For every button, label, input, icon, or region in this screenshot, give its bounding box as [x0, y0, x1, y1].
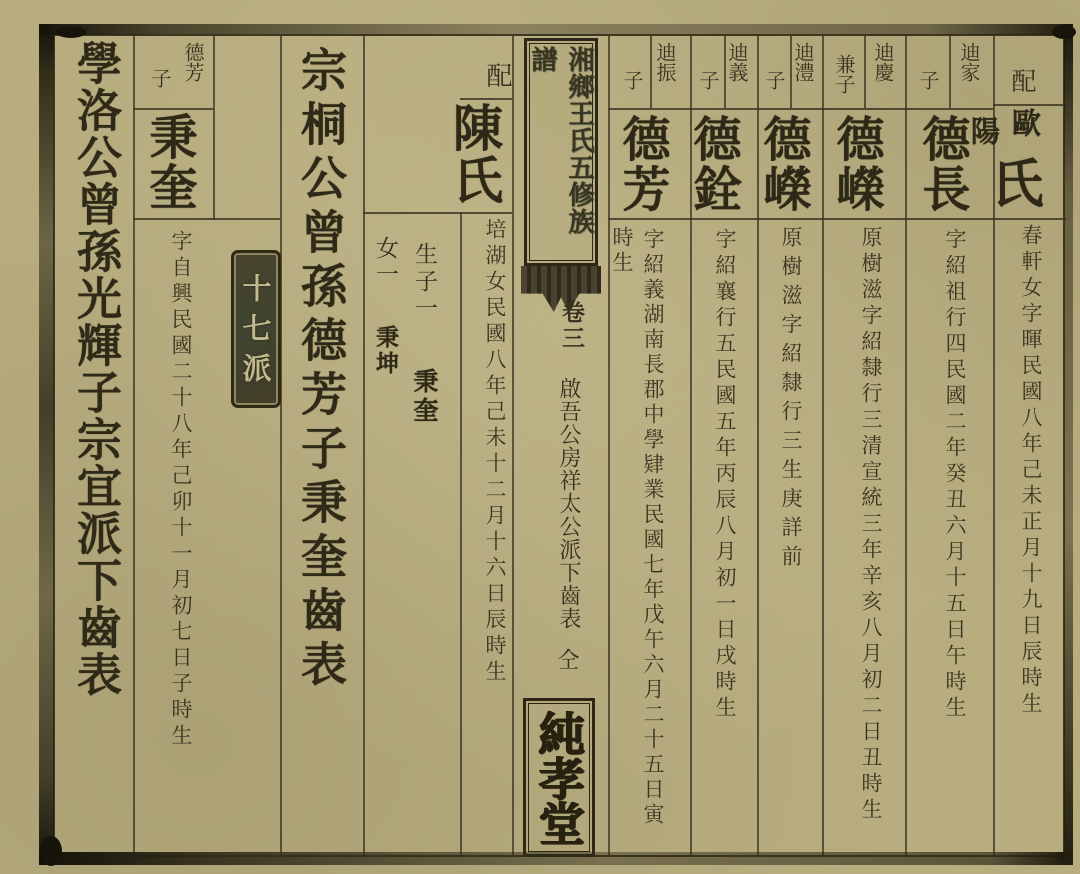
rule	[905, 218, 993, 220]
sub-column-divider	[213, 36, 215, 220]
rule	[460, 98, 512, 100]
spouse-surname-ou: 歐	[1008, 108, 1042, 139]
birth-note: 字自興民國二十八年己卯十一月初七日子時生	[169, 230, 193, 750]
hall-name-box	[523, 698, 595, 857]
section-title-left: 學洛公曾孫光輝子宗宜派下齒表	[69, 40, 122, 698]
birth-note-wrap: 時生	[610, 226, 634, 276]
person-name: 德銓	[685, 114, 741, 214]
rule	[757, 218, 822, 220]
rule	[822, 108, 905, 110]
person-name: 德嶸	[828, 114, 884, 214]
birth-note: 字紹義湖南長郡中學肄業民國七年戊午六月二十五日寅	[641, 228, 665, 828]
rule	[993, 104, 1066, 106]
spouse-tag: 配	[482, 62, 512, 88]
parent-label: 迪慶	[871, 42, 895, 82]
parent-label: 迪家	[957, 42, 981, 82]
rule	[363, 212, 512, 214]
person-name: 德芳	[614, 114, 670, 214]
children-line-daughter	[368, 236, 402, 436]
column-divider	[280, 36, 282, 856]
scan-edge-right	[1064, 24, 1073, 865]
rule	[690, 218, 757, 220]
rule	[757, 108, 822, 110]
parent-label: 迪澧	[791, 42, 815, 82]
column-divider	[905, 36, 907, 856]
scan-corner-mark	[56, 26, 86, 38]
column-divider	[512, 36, 514, 856]
rule	[608, 108, 690, 110]
child-name: 秉奎	[410, 368, 439, 426]
hall-name: 純孝堂	[532, 710, 586, 845]
spouse-birth-note: 培湖女民國八年己未十二月十六日辰時生	[483, 218, 507, 686]
relation-label: 子	[762, 70, 786, 90]
generation-seal-text: 十七派	[238, 273, 273, 393]
child-label: 生子一	[411, 242, 437, 323]
parent-label: 迪振	[653, 42, 677, 82]
scan-edge-top	[39, 24, 1073, 35]
spouse-surname-yang: 陽	[967, 116, 1001, 147]
scan-edge-bottom	[39, 852, 1073, 865]
column-divider	[363, 36, 365, 856]
rule	[608, 218, 690, 220]
parent-label: 德芳	[181, 42, 205, 82]
book-title: 湘鄉王氏五修族譜	[527, 46, 594, 235]
rule	[905, 108, 993, 110]
spouse-birth-note: 春軒女字暉民國八年己未正月十九日辰時生	[1019, 224, 1043, 718]
book-title-plate-inner	[529, 43, 593, 261]
child-name: 秉坤	[372, 325, 399, 377]
generation-seal	[231, 250, 281, 408]
relation-label: 子	[916, 70, 940, 90]
birth-note: 原樹滋字紹隸行三生庚詳前	[779, 226, 803, 574]
spouse-tag: 配	[1008, 68, 1037, 93]
volume-label: 卷三	[558, 300, 585, 352]
section-title-right: 宗桐公曾孫德芳子秉奎齒表	[294, 46, 348, 694]
scan-edge-left	[39, 24, 54, 864]
spouse-name-shi: 氏	[982, 156, 1043, 210]
scan-corner-mark	[1052, 25, 1076, 39]
scan-corner-mark	[40, 836, 62, 866]
spouse-name: 陳氏	[445, 102, 504, 206]
rule	[822, 218, 905, 220]
relation-label: 子	[148, 68, 172, 88]
rule	[133, 218, 280, 220]
birth-note: 原樹滋字紹隸行三清宣統三年辛亥八月初二日丑時生	[859, 226, 883, 824]
book-title-plate	[524, 38, 598, 266]
rule	[690, 108, 757, 110]
sub-column-divider	[460, 212, 462, 856]
birth-note: 字紹襄行五民國五年丙辰八月初一日戌時生	[713, 228, 737, 722]
person-name: 秉奎	[141, 112, 197, 212]
child-label: 女一	[372, 236, 398, 288]
person-name: 德嶸	[755, 114, 811, 214]
section-label: 啟吾公房祥太公派下齒表	[556, 377, 581, 630]
children-line-son	[402, 242, 442, 502]
relation-label: 子	[696, 70, 720, 90]
relation-label: 兼子	[832, 54, 856, 94]
hall-name-box-inner	[528, 703, 590, 852]
birth-note: 字紹祖行四民國二年癸丑六月十五日午時生	[943, 228, 967, 722]
relation-label: 子	[620, 70, 644, 90]
rule	[133, 108, 213, 110]
tong-label: 仝	[554, 648, 579, 670]
parent-label: 迪義	[725, 42, 749, 82]
rule	[993, 218, 1066, 220]
person-name: 德長	[914, 114, 970, 214]
